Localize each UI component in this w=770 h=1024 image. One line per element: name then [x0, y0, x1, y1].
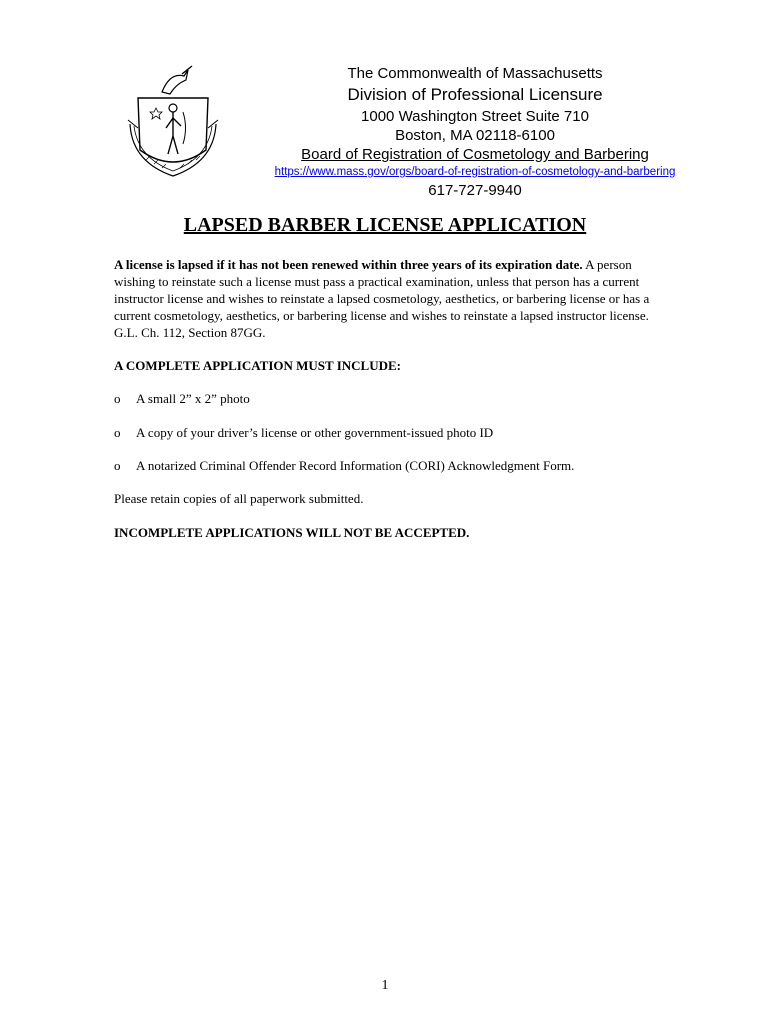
bullet-marker: o [114, 391, 121, 406]
street-address: 1000 Washington Street Suite 710 [361, 108, 589, 125]
city-state-zip: Boston, MA 02118-6100 [395, 127, 555, 144]
intro-body-text: A person wishing to reinstate such a license must pass a practical examination, unless that person has a current instructor license and wishes to reinstate a lapsed cosmetology, aesthetics, or barbering license or has a current cosmetology, aesthetics, or barbering license and wishes to reinstate a lapsed instructor license. G.L. Ch. 112, Section 87GG. [114, 257, 650, 340]
requirement-text: A copy of your driver’s license or other government-issued photo ID [136, 425, 494, 440]
letterhead [250, 64, 700, 201]
bullet-marker: o [114, 458, 121, 473]
bullet-marker: o [114, 425, 121, 440]
phone-number: 617-727-9940 [428, 182, 522, 199]
retain-copies-note: Please retain copies of all paperwork submitted. [114, 491, 364, 506]
incomplete-applications-notice: INCOMPLETE APPLICATIONS WILL NOT BE ACCEPTED. [114, 525, 470, 540]
intro-paragraph [114, 256, 659, 341]
massachusetts-state-seal-icon [126, 62, 220, 180]
board-website-link[interactable]: https://www.mass.gov/orgs/board-of-registration-of-cosmetology-and-barbering [274, 166, 676, 178]
list-item [114, 390, 250, 407]
list-item [114, 424, 493, 441]
commonwealth-name: The Commonwealth of Massachusetts [347, 65, 603, 82]
intro-bold-sentence: A license is lapsed if it has not been renewed within three years of its expiration date. [114, 257, 583, 272]
division-name: Division of Professional Licensure [347, 85, 603, 104]
requirement-text: A small 2” x 2” photo [136, 391, 250, 406]
page-title: LAPSED BARBER LICENSE APPLICATION [183, 214, 587, 236]
board-name: Board of Registration of Cosmetology and Barbering [301, 146, 649, 163]
list-item [114, 457, 574, 474]
requirements-heading: A COMPLETE APPLICATION MUST INCLUDE: [114, 358, 401, 373]
page-number: 1 [381, 978, 389, 993]
requirement-text: A notarized Criminal Offender Record Information (CORI) Acknowledgment Form. [136, 458, 575, 473]
